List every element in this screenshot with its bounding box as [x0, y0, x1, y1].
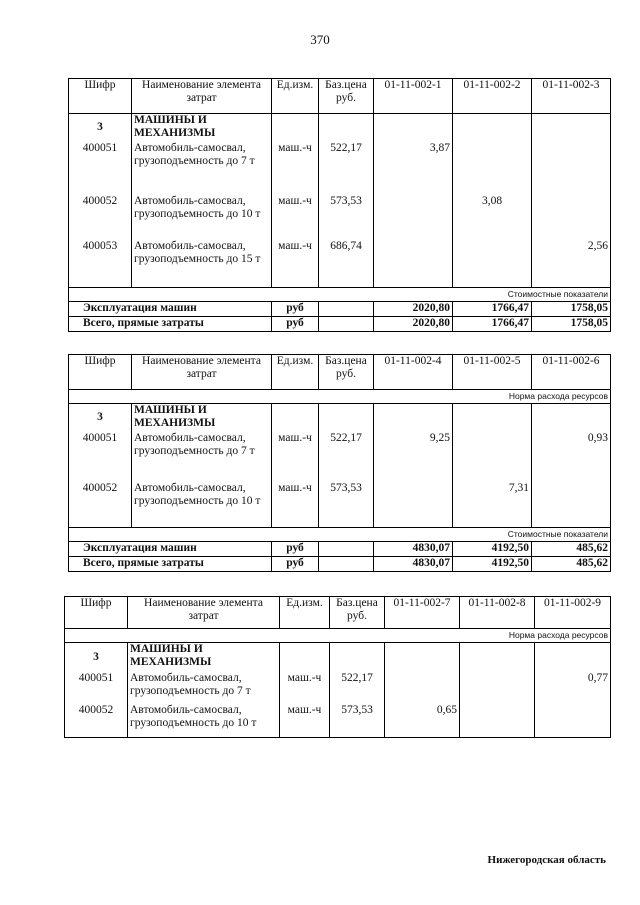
section-title: МАШИНЫ И МЕХАНИЗМЫ — [132, 114, 272, 142]
header-col-3: 01-11-002-6 — [532, 355, 611, 390]
cost-label-row — [69, 288, 611, 302]
total-value-2: 4192,50 — [453, 557, 532, 572]
total-value-3: 485,62 — [532, 557, 611, 572]
header-name: Наименование элемента затрат — [132, 79, 272, 114]
row-code: 400053 — [69, 240, 132, 288]
table-row — [69, 240, 611, 288]
header-col-2: 01-11-002-5 — [453, 355, 532, 390]
total-value-2: 4192,50 — [453, 542, 532, 557]
total-row — [69, 317, 611, 332]
header-price: Баз.цена руб. — [319, 355, 374, 390]
total-value-2: 1766,47 — [453, 302, 532, 317]
resource-table-3 — [64, 596, 611, 738]
resource-table-1 — [68, 78, 611, 332]
header-code: Шифр — [65, 597, 128, 629]
total-label: Всего, прямые затраты — [69, 557, 272, 572]
total-row — [69, 542, 611, 557]
row-price: 522,17 — [319, 142, 374, 195]
row-value-3: 0,93 — [532, 432, 611, 482]
norm-label: Норма расхода ресурсов — [65, 629, 611, 643]
norm-label-row — [69, 390, 611, 404]
row-unit: маш.-ч — [272, 482, 319, 528]
section-title: МАШИНЫ И МЕХАНИЗМЫ — [132, 404, 272, 432]
row-value-3: 2,56 — [532, 240, 611, 288]
header-code: Шифр — [69, 79, 132, 114]
footer-region: Нижегородская область — [487, 854, 606, 866]
row-value-2 — [453, 240, 532, 288]
total-label: Эксплуатация машин — [69, 302, 272, 317]
norm-label: Норма расхода ресурсов — [69, 390, 611, 404]
row-value-1: 3,87 — [374, 142, 453, 195]
row-value-3 — [532, 195, 611, 240]
row-value-3: 0,77 — [535, 672, 611, 704]
row-unit: маш.-ч — [272, 432, 319, 482]
header-col-1: 01-11-002-4 — [374, 355, 453, 390]
row-value-3 — [535, 704, 611, 738]
row-price: 573,53 — [330, 704, 385, 738]
row-name: Автомобиль-самосвал, грузоподъемность до 10 т — [128, 704, 280, 738]
total-value-3: 1758,05 — [532, 302, 611, 317]
total-unit: руб — [272, 317, 319, 332]
total-value-3: 485,62 — [532, 542, 611, 557]
row-code: 400051 — [69, 432, 132, 482]
row-name: Автомобиль-самосвал, грузоподъемность до 15 т — [132, 240, 272, 288]
row-name: Автомобиль-самосвал, грузоподъемность до 10 т — [132, 195, 272, 240]
cost-label-row — [69, 528, 611, 542]
row-price: 522,17 — [330, 672, 385, 704]
header-col-2: 01-11-002-8 — [460, 597, 535, 629]
page-number: 370 — [310, 32, 330, 47]
total-label: Эксплуатация машин — [69, 542, 272, 557]
row-value-3 — [532, 142, 611, 195]
row-price: 522,17 — [319, 432, 374, 482]
total-unit: руб — [272, 302, 319, 317]
header-col-2: 01-11-002-2 — [453, 79, 532, 114]
total-value-1: 2020,80 — [374, 317, 453, 332]
row-value-3 — [532, 482, 611, 528]
total-value-1: 4830,07 — [374, 542, 453, 557]
row-unit: маш.-ч — [280, 704, 330, 738]
row-code: 400052 — [69, 195, 132, 240]
row-name: Автомобиль-самосвал, грузоподъемность до 7 т — [132, 142, 272, 195]
row-name: Автомобиль-самосвал, грузоподъемность до 7 т — [132, 432, 272, 482]
row-value-1 — [374, 195, 453, 240]
table-header-row — [69, 79, 611, 114]
total-row — [69, 557, 611, 572]
header-col-1: 01-11-002-1 — [374, 79, 453, 114]
header-unit: Ед.изм. — [280, 597, 330, 629]
row-code: 400052 — [65, 704, 128, 738]
section-title: МАШИНЫ И МЕХАНИЗМЫ — [128, 643, 280, 672]
table-row — [69, 195, 611, 240]
total-label: Всего, прямые затраты — [69, 317, 272, 332]
row-unit: маш.-ч — [272, 142, 319, 195]
header-col-3: 01-11-002-3 — [532, 79, 611, 114]
header-name: Наименование элемента затрат — [128, 597, 280, 629]
total-value-1: 4830,07 — [374, 557, 453, 572]
row-value-2: 3,08 — [453, 195, 532, 240]
header-col-3: 01-11-002-9 — [535, 597, 611, 629]
section-row — [69, 114, 611, 142]
row-price: 573,53 — [319, 482, 374, 528]
total-value-2: 1766,47 — [453, 317, 532, 332]
section-code: 3 — [69, 404, 132, 432]
row-value-2 — [460, 672, 535, 704]
table-row — [65, 704, 611, 738]
table-row — [69, 142, 611, 195]
header-unit: Ед.изм. — [272, 355, 319, 390]
row-price: 573,53 — [319, 195, 374, 240]
row-value-2 — [453, 142, 532, 195]
section-code: 3 — [65, 643, 128, 672]
header-price: Баз.цена руб. — [330, 597, 385, 629]
table-header-row — [65, 597, 611, 629]
cost-label: Стоимостные показатели — [69, 288, 611, 302]
row-value-2 — [460, 704, 535, 738]
row-code: 400051 — [65, 672, 128, 704]
header-price: Баз.цена руб. — [319, 79, 374, 114]
header-col-1: 01-11-002-7 — [385, 597, 460, 629]
total-value-3: 1758,05 — [532, 317, 611, 332]
total-unit: руб — [272, 542, 319, 557]
row-value-1: 9,25 — [374, 432, 453, 482]
header-code: Шифр — [69, 355, 132, 390]
table-row — [65, 672, 611, 704]
resource-table-2 — [68, 354, 611, 572]
total-value-1: 2020,80 — [374, 302, 453, 317]
row-code: 400052 — [69, 482, 132, 528]
row-price: 686,74 — [319, 240, 374, 288]
row-unit: маш.-ч — [272, 195, 319, 240]
row-value-2: 7,31 — [453, 482, 532, 528]
total-unit: руб — [272, 557, 319, 572]
row-value-2 — [453, 432, 532, 482]
norm-label-row — [65, 629, 611, 643]
header-unit: Ед.изм. — [272, 79, 319, 114]
row-name: Автомобиль-самосвал, грузоподъемность до 7 т — [128, 672, 280, 704]
table-row — [69, 432, 611, 482]
section-code: 3 — [69, 114, 132, 142]
section-row — [65, 643, 611, 672]
row-value-1 — [385, 672, 460, 704]
row-value-1: 0,65 — [385, 704, 460, 738]
header-name: Наименование элемента затрат — [132, 355, 272, 390]
row-name: Автомобиль-самосвал, грузоподъемность до 10 т — [132, 482, 272, 528]
total-row — [69, 302, 611, 317]
row-unit: маш.-ч — [272, 240, 319, 288]
table-header-row — [69, 355, 611, 390]
row-unit: маш.-ч — [280, 672, 330, 704]
cost-label: Стоимостные показатели — [69, 528, 611, 542]
row-code: 400051 — [69, 142, 132, 195]
section-row — [69, 404, 611, 432]
row-value-1 — [374, 482, 453, 528]
row-value-1 — [374, 240, 453, 288]
table-row — [69, 482, 611, 528]
